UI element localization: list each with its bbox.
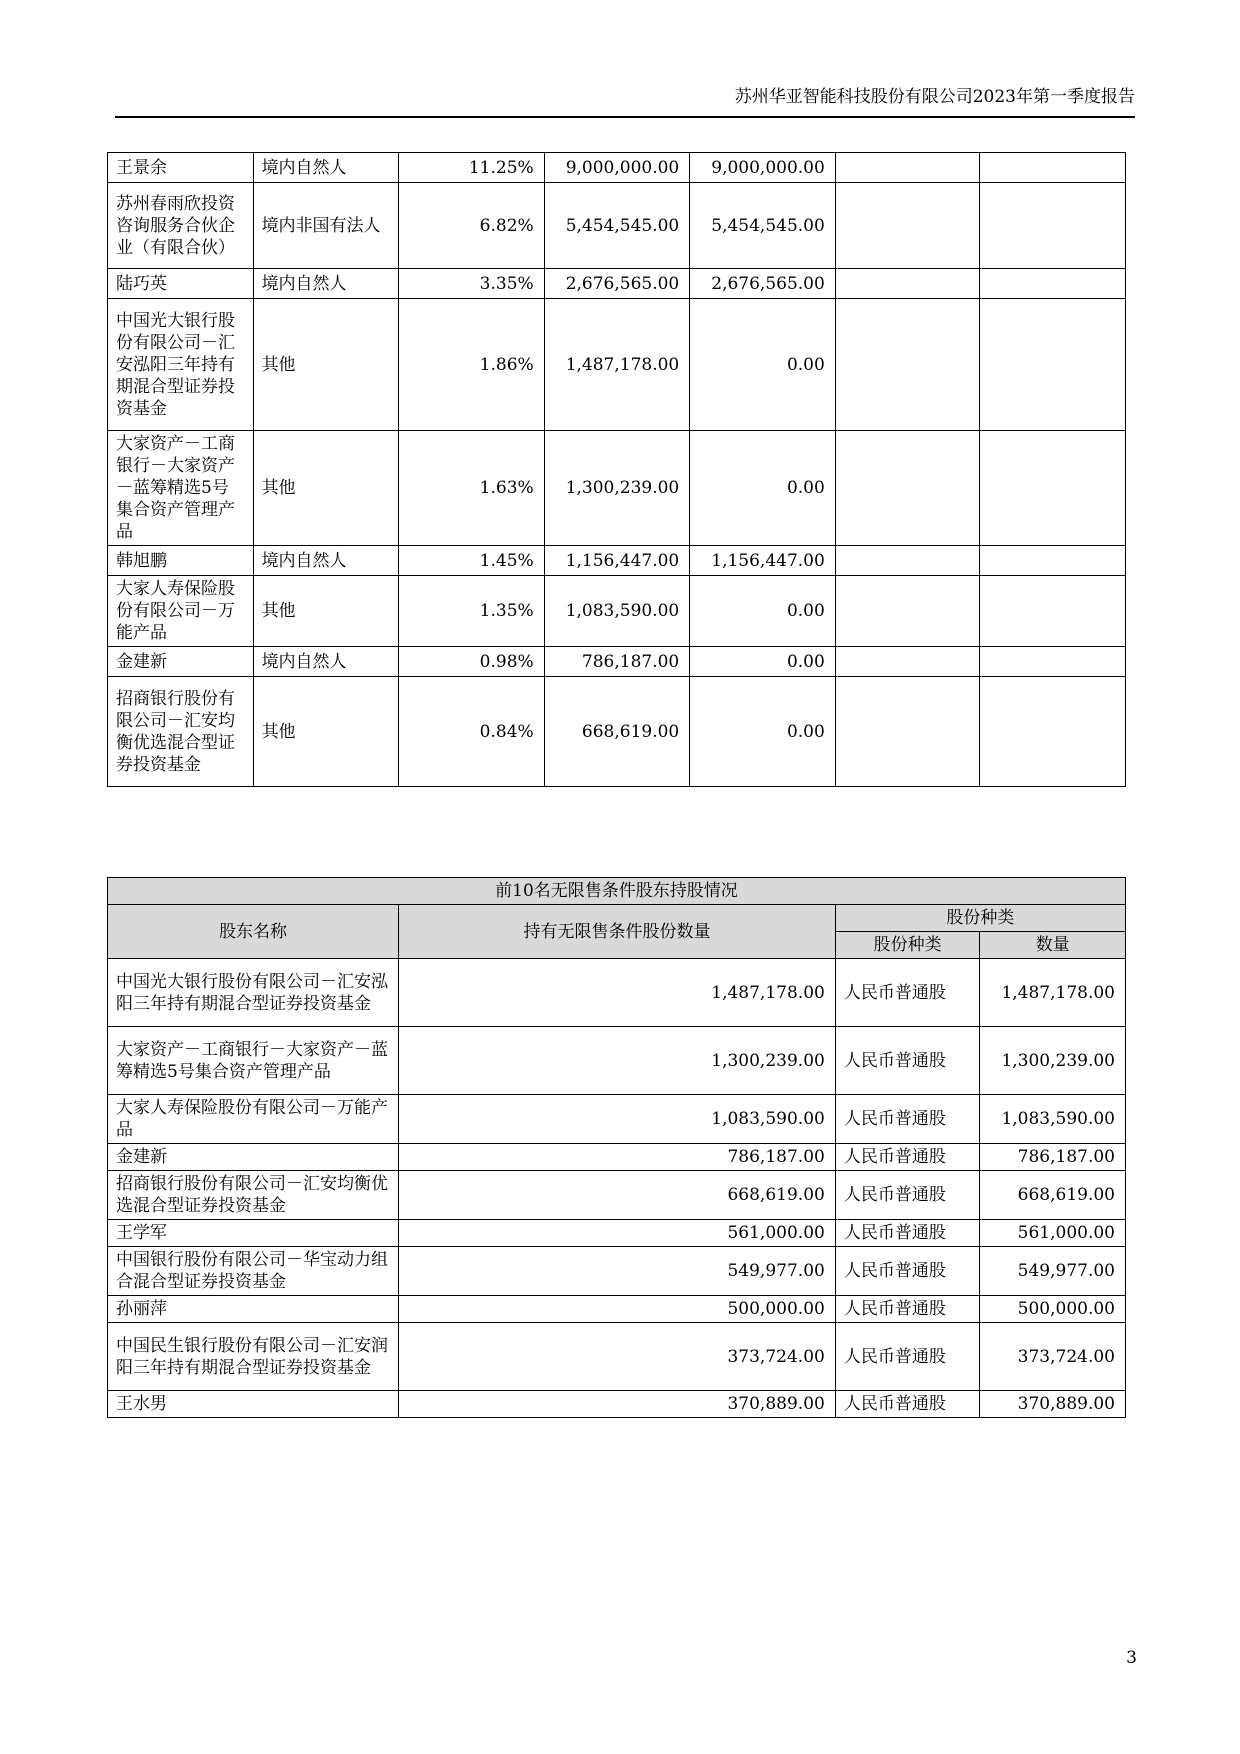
pledge-status	[835, 576, 980, 647]
holder-qty: 561,000.00	[399, 1220, 836, 1247]
holder-ratio: 1.63%	[399, 431, 545, 546]
share-type: 人民币普通股	[835, 959, 980, 1027]
holder-name: 大家资产－工商银行－大家资产－蓝筹精选5号集合资产管理产品	[108, 431, 254, 546]
holder-name: 王景余	[108, 153, 254, 183]
pledge-quantity	[980, 546, 1126, 576]
table-row	[108, 1391, 1126, 1418]
pledge-status	[835, 183, 980, 269]
holder-restricted: 0.00	[690, 677, 836, 787]
share-amount: 370,889.00	[980, 1391, 1126, 1418]
table-row	[108, 677, 1126, 787]
section-title: 前10名无限售条件股东持股情况	[108, 878, 1126, 905]
holder-name: 中国民生银行股份有限公司－汇安润阳三年持有期混合型证券投资基金	[108, 1323, 399, 1391]
share-amount: 373,724.00	[980, 1323, 1126, 1391]
pledge-quantity	[980, 269, 1126, 299]
holder-name: 陆巧英	[108, 269, 254, 299]
holder-name: 大家人寿保险股份有限公司－万能产品	[108, 1095, 399, 1144]
share-type: 人民币普通股	[835, 1027, 980, 1095]
holder-name: 孙丽萍	[108, 1296, 399, 1323]
share-type: 人民币普通股	[835, 1296, 980, 1323]
holder-shares: 9,000,000.00	[544, 153, 690, 183]
holder-ratio: 3.35%	[399, 269, 545, 299]
holder-shares: 668,619.00	[544, 677, 690, 787]
holder-qty: 500,000.00	[399, 1296, 836, 1323]
pledge-status	[835, 647, 980, 677]
holder-restricted: 2,676,565.00	[690, 269, 836, 299]
col-header-type-group: 股份种类	[835, 905, 1125, 932]
holder-restricted: 0.00	[690, 576, 836, 647]
col-header-type: 股份种类	[835, 932, 980, 959]
table-row	[108, 1323, 1126, 1391]
holder-qty: 668,619.00	[399, 1171, 836, 1220]
holder-nature: 境内非国有法人	[253, 183, 399, 269]
table-row	[108, 1095, 1126, 1144]
holder-name: 招商银行股份有限公司－汇安均衡优选混合型证券投资基金	[108, 677, 254, 787]
share-amount: 786,187.00	[980, 1144, 1126, 1171]
holder-name: 金建新	[108, 1144, 399, 1171]
holder-ratio: 11.25%	[399, 153, 545, 183]
top-holders-table	[107, 152, 1126, 787]
table-row	[108, 1144, 1126, 1171]
col-header-name: 股东名称	[108, 905, 399, 959]
holder-name: 招商银行股份有限公司－汇安均衡优选混合型证券投资基金	[108, 1171, 399, 1220]
pledge-status	[835, 677, 980, 787]
holder-restricted: 0.00	[690, 299, 836, 431]
pledge-status	[835, 299, 980, 431]
holder-qty: 370,889.00	[399, 1391, 836, 1418]
holder-shares: 1,300,239.00	[544, 431, 690, 546]
pledge-quantity	[980, 183, 1126, 269]
unrestricted-holders-table	[107, 877, 1126, 1418]
pledge-quantity	[980, 576, 1126, 647]
table-row	[108, 546, 1126, 576]
share-amount: 500,000.00	[980, 1296, 1126, 1323]
share-type: 人民币普通股	[835, 1323, 980, 1391]
holder-name: 中国光大银行股份有限公司－汇安泓阳三年持有期混合型证券投资基金	[108, 959, 399, 1027]
pledge-quantity	[980, 153, 1126, 183]
holder-ratio: 6.82%	[399, 183, 545, 269]
holder-name: 中国银行股份有限公司－华宝动力组合混合型证券投资基金	[108, 1247, 399, 1296]
holder-qty: 1,300,239.00	[399, 1027, 836, 1095]
table-row	[108, 431, 1126, 546]
holder-ratio: 1.45%	[399, 546, 545, 576]
table-row	[108, 299, 1126, 431]
pledge-quantity	[980, 431, 1126, 546]
holder-ratio: 0.98%	[399, 647, 545, 677]
holder-qty: 549,977.00	[399, 1247, 836, 1296]
holder-name: 大家人寿保险股份有限公司－万能产品	[108, 576, 254, 647]
header-row	[108, 905, 1126, 932]
holder-name: 金建新	[108, 647, 254, 677]
holder-shares: 1,156,447.00	[544, 546, 690, 576]
page-number: 3	[1126, 1648, 1137, 1668]
holder-name: 中国光大银行股份有限公司－汇安泓阳三年持有期混合型证券投资基金	[108, 299, 254, 431]
pledge-status	[835, 546, 980, 576]
share-amount: 1,300,239.00	[980, 1027, 1126, 1095]
section-title-row	[108, 878, 1126, 905]
holder-restricted: 5,454,545.00	[690, 183, 836, 269]
page-header	[115, 86, 1135, 118]
share-type: 人民币普通股	[835, 1220, 980, 1247]
pledge-quantity	[980, 299, 1126, 431]
holder-qty: 1,083,590.00	[399, 1095, 836, 1144]
holder-nature: 其他	[253, 576, 399, 647]
holder-ratio: 1.86%	[399, 299, 545, 431]
table-row	[108, 269, 1126, 299]
holder-nature: 境内自然人	[253, 153, 399, 183]
share-amount: 1,487,178.00	[980, 959, 1126, 1027]
table-row	[108, 1171, 1126, 1220]
holder-name: 苏州春雨欣投资咨询服务合伙企业（有限合伙）	[108, 183, 254, 269]
pledge-quantity	[980, 677, 1126, 787]
pledge-status	[835, 269, 980, 299]
table-row	[108, 1220, 1126, 1247]
table-row	[108, 183, 1126, 269]
share-amount: 561,000.00	[980, 1220, 1126, 1247]
holder-nature: 境内自然人	[253, 647, 399, 677]
holder-shares: 2,676,565.00	[544, 269, 690, 299]
share-type: 人民币普通股	[835, 1247, 980, 1296]
share-type: 人民币普通股	[835, 1144, 980, 1171]
holder-nature: 其他	[253, 431, 399, 546]
share-amount: 549,977.00	[980, 1247, 1126, 1296]
table-row	[108, 1027, 1126, 1095]
holder-name: 韩旭鹏	[108, 546, 254, 576]
holder-restricted: 0.00	[690, 647, 836, 677]
holder-ratio: 0.84%	[399, 677, 545, 787]
holder-qty: 786,187.00	[399, 1144, 836, 1171]
holder-nature: 其他	[253, 677, 399, 787]
table-row	[108, 1247, 1126, 1296]
table-row	[108, 153, 1126, 183]
holder-nature: 境内自然人	[253, 269, 399, 299]
table-row	[108, 576, 1126, 647]
holder-nature: 境内自然人	[253, 546, 399, 576]
holder-name: 王水男	[108, 1391, 399, 1418]
share-type: 人民币普通股	[835, 1095, 980, 1144]
holder-shares: 786,187.00	[544, 647, 690, 677]
share-amount: 668,619.00	[980, 1171, 1126, 1220]
pledge-quantity	[980, 647, 1126, 677]
holder-shares: 1,083,590.00	[544, 576, 690, 647]
holder-nature: 其他	[253, 299, 399, 431]
holder-name: 大家资产－工商银行－大家资产－蓝筹精选5号集合资产管理产品	[108, 1027, 399, 1095]
holder-shares: 5,454,545.00	[544, 183, 690, 269]
share-type: 人民币普通股	[835, 1171, 980, 1220]
col-header-amount: 数量	[980, 932, 1126, 959]
holder-qty: 1,487,178.00	[399, 959, 836, 1027]
table-row	[108, 959, 1126, 1027]
holder-qty: 373,724.00	[399, 1323, 836, 1391]
share-type: 人民币普通股	[835, 1391, 980, 1418]
holder-ratio: 1.35%	[399, 576, 545, 647]
header-title: 苏州华亚智能科技股份有限公司2023年第一季度报告	[734, 87, 1135, 107]
table-row	[108, 647, 1126, 677]
holder-restricted: 9,000,000.00	[690, 153, 836, 183]
share-amount: 1,083,590.00	[980, 1095, 1126, 1144]
pledge-status	[835, 431, 980, 546]
col-header-qty: 持有无限售条件股份数量	[399, 905, 836, 959]
table-row	[108, 1296, 1126, 1323]
holder-restricted: 0.00	[690, 431, 836, 546]
pledge-status	[835, 153, 980, 183]
holder-restricted: 1,156,447.00	[690, 546, 836, 576]
holder-name: 王学军	[108, 1220, 399, 1247]
holder-shares: 1,487,178.00	[544, 299, 690, 431]
